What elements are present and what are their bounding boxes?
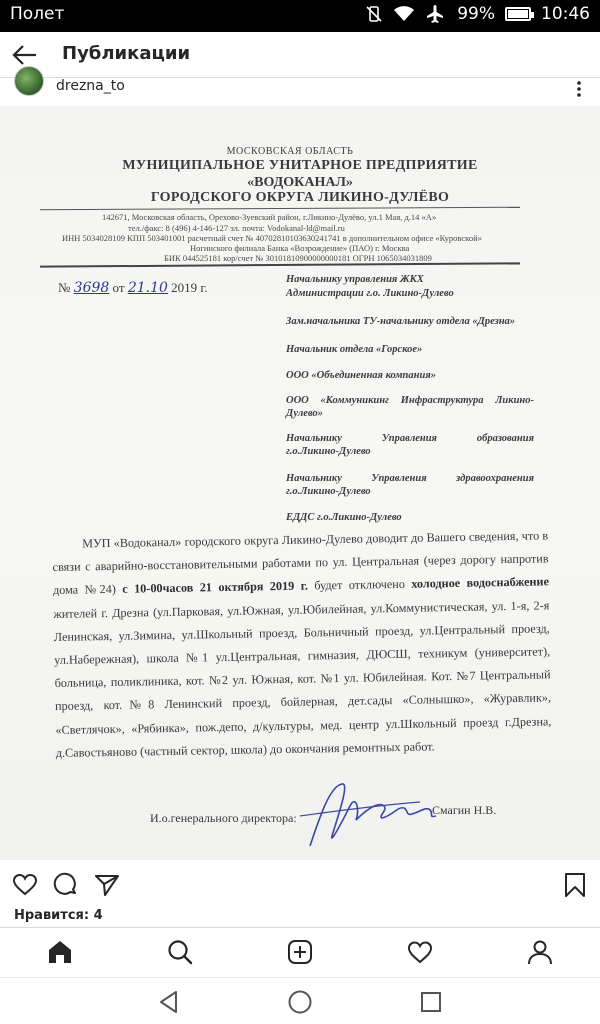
doc-bank-line: БИК 044525181 кор/счет № 30101810900000000181 ОГРН 1065034031809 xyxy=(164,253,432,263)
signer-name: Смагин Н.В. xyxy=(432,803,497,817)
ref-from-label: от xyxy=(112,280,125,295)
post-username[interactable]: drezna_to xyxy=(56,78,125,94)
status-bar xyxy=(0,0,600,32)
bookmark-icon[interactable] xyxy=(562,872,588,898)
recipient: Начальнику управления ЖКХ xyxy=(286,274,424,285)
bottom-tab-bar xyxy=(0,927,600,977)
post-image-document[interactable] xyxy=(0,106,600,860)
battery-percent: 99% xyxy=(457,4,495,24)
android-nav-bar xyxy=(0,977,600,1024)
body-part: МУП «Водоканал» городского округа Ликино-Дулево доводит до Вашего сведения, что в связи с аварийно-восстановительными работами по ул. Центральная (через дорогу напротив дома №24) xyxy=(52,528,549,598)
recents-square-icon[interactable] xyxy=(418,989,444,1015)
post-actions xyxy=(0,860,600,910)
search-icon[interactable] xyxy=(166,938,194,966)
doc-reference xyxy=(58,280,208,296)
doc-bank-line: Ногинского филиала Банка «Возрождение» (ПАО) г. Москва xyxy=(190,243,410,253)
doc-region: МОСКОВСКАЯ ОБЛАСТЬ xyxy=(226,146,354,157)
likes-count[interactable]: Нравится: 4 xyxy=(14,908,103,923)
recipient: ООО «Объединенная компания» xyxy=(286,370,436,381)
doc-district: ГОРОДСКОГО ОКРУГА ЛИКИНО-ДУЛЁВО xyxy=(150,190,450,205)
airplane-icon xyxy=(425,4,445,24)
ref-no-label: № xyxy=(58,280,71,295)
ref-date: 21.10 xyxy=(127,280,168,296)
recipient: Зам.начальника ТУ-начальнику отдела «Дрезна» xyxy=(286,316,516,327)
recipient: г.о.Ликино-Дулево xyxy=(286,486,371,497)
avatar[interactable] xyxy=(14,66,44,96)
share-icon[interactable] xyxy=(94,872,120,898)
back-triangle-icon[interactable] xyxy=(156,989,182,1015)
recipient: Дулево» xyxy=(286,408,323,419)
profile-icon[interactable] xyxy=(526,938,554,966)
recipient: Начальнику Управления здравоохранения xyxy=(286,473,534,484)
body-bold: холодное водоснабжение xyxy=(411,574,550,592)
recipient: Начальнику Управления образования xyxy=(286,433,534,444)
add-post-icon[interactable] xyxy=(286,938,314,966)
doc-address: 142671, Московская область, Орехово-Зуевский район, г.Ликино-Дулёво, ул.1 Мая, д.14 «А» xyxy=(102,212,437,222)
battery-level-fill xyxy=(508,10,528,18)
wifi-icon xyxy=(393,5,415,23)
activity-heart-icon[interactable] xyxy=(406,938,434,966)
doc-bank-line: ИНН 5034028109 КПП 503401001 расчетный счет № 40702810103630241741 в дополнительном офисе «Куровской» xyxy=(62,233,482,243)
doc-org-name: «ВОДОКАНАЛ» xyxy=(247,175,353,190)
home-icon[interactable] xyxy=(46,938,74,966)
doc-org-type: МУНИЦИПАЛЬНОЕ УНИТАРНОЕ ПРЕДПРИЯТИЕ xyxy=(122,158,478,173)
recipient: г.о.Ликино-Дулево xyxy=(286,446,371,457)
doc-body-text xyxy=(52,524,552,765)
ref-year: 2019 г. xyxy=(171,280,208,295)
heart-icon[interactable] xyxy=(12,872,38,898)
home-circle-icon[interactable] xyxy=(287,989,313,1015)
more-vertical-icon[interactable] xyxy=(576,80,582,98)
recipient: Начальник отдела «Горское» xyxy=(286,344,423,355)
body-part: будет отключено xyxy=(307,577,412,593)
comment-icon[interactable] xyxy=(53,872,79,898)
recipient: ЕДДС г.о.Ликино-Дулево xyxy=(286,512,402,523)
recipient: Администрации г.о. Ликино-Дулево xyxy=(286,288,454,299)
carrier-name: Полет xyxy=(10,4,65,24)
vibrate-off-icon xyxy=(365,5,383,23)
status-icons xyxy=(365,4,590,24)
signer-title: И.о.генерального директора: xyxy=(150,811,297,825)
clock: 10:46 xyxy=(541,4,590,24)
doc-divider xyxy=(40,207,520,211)
doc-phone: тел./факс: 8 (496) 4-146-127 эл. почта: Vodokanal-ld@mail.ru xyxy=(128,223,345,233)
body-part: жителей г. Дрезна (ул.Парковая, ул.Южная, ул.Юбилейная, ул.Коммунистическая, ул. 1-я, 2-я Ленинская, ул.Зимина, ул.Школьный проезд, Больничный проезд, ул.Центральный проезд, ул.Набережная), школа №1 ул.Центральная, гимназия, ДЮСШ, техникум (университет), больница, поликлиника, кот. №2 ул. Южная, кот. №1 ул. Юбилейная. Кот. №7 Центральный проезд, кот.№8 Ленинский проезд, бойлерная, дет.сады «Солнышко», «Журавлик», «Светлячок», «Рябинка», пож.депо, д/культуры, мед. центр ул.Школьный проезд г.Дрезна, д.Савостьяново (частный сектор, школа) до окончания ремонтных работ. xyxy=(53,597,552,760)
page-title: Публикации xyxy=(62,43,191,64)
doc-divider xyxy=(40,262,520,267)
body-bold: с 10-00часов 21 октября 2019 г. xyxy=(122,578,309,597)
battery-icon xyxy=(505,7,531,21)
recipient: ООО «Коммуникинг Инфраструктура Ликино- xyxy=(286,395,534,406)
post-header xyxy=(0,78,600,106)
ref-number: 3698 xyxy=(73,280,110,296)
app-header xyxy=(0,32,600,78)
